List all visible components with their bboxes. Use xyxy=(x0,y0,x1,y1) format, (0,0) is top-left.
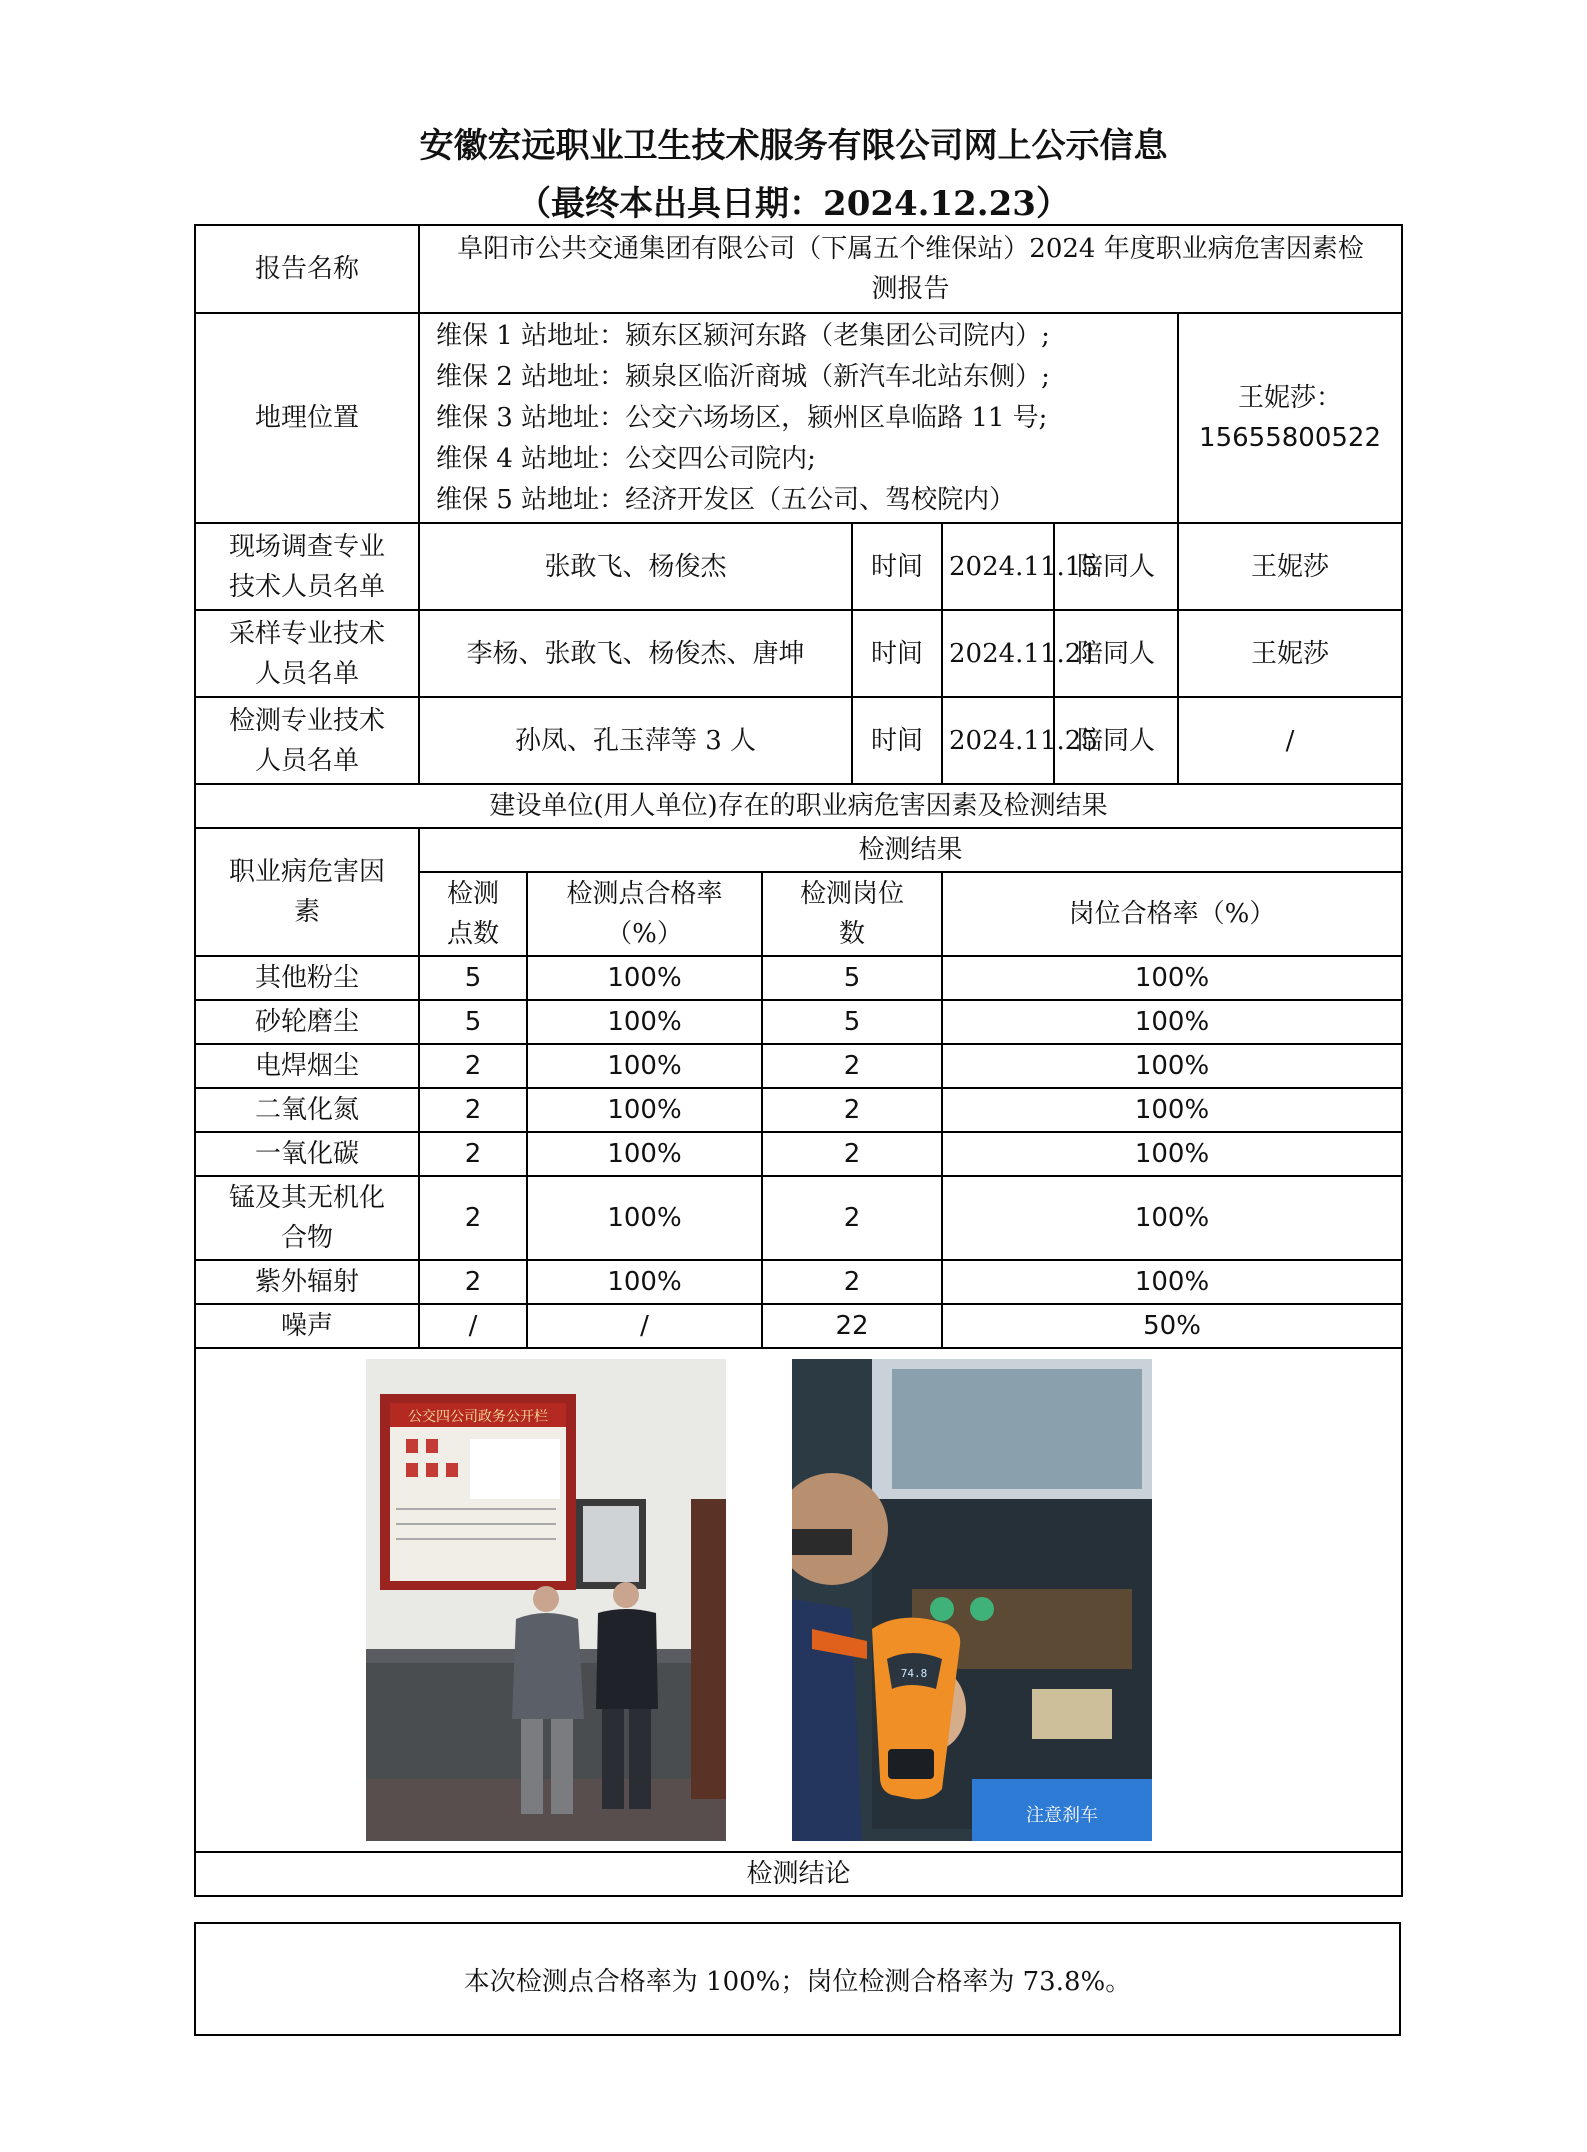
time-label: 时间 xyxy=(852,523,942,610)
col-posts-header: 检测岗位 数 xyxy=(762,872,942,956)
companion-label: 陪同人 xyxy=(1054,697,1178,784)
table-row xyxy=(195,1260,1402,1304)
conclusion-label: 检测结论 xyxy=(195,1852,1402,1896)
address-item: 维保 5 站地址：经济开发区（五公司、驾校院内） xyxy=(436,484,1016,515)
point-rate-cell: 100% xyxy=(527,1044,762,1088)
time-label: 时间 xyxy=(852,697,942,784)
noise-measurement-photo xyxy=(792,1359,1152,1841)
page-title: 安徽宏远职业卫生技术服务有限公司网上公示信息 xyxy=(419,126,1168,166)
points-cell: 2 xyxy=(419,1132,527,1176)
results-section-title: 建设单位(用人单位)存在的职业病危害因素及检测结果 xyxy=(195,784,1402,828)
companion-label: 陪同人 xyxy=(1054,610,1178,697)
site-survey-photo xyxy=(366,1359,726,1841)
factor-name: 其他粉尘 xyxy=(195,956,419,1000)
companion-name: 王妮莎 xyxy=(1178,610,1402,697)
table-row xyxy=(195,1000,1402,1044)
location-contact xyxy=(1178,313,1402,523)
staff-row xyxy=(195,610,1402,697)
result-header: 检测结果 xyxy=(419,828,1402,872)
post-rate-cell: 100% xyxy=(942,956,1402,1000)
points-cell: 2 xyxy=(419,1088,527,1132)
table-row xyxy=(195,1132,1402,1176)
staff-date: 2024.11.21 xyxy=(942,610,1054,697)
posts-cell: 5 xyxy=(762,1000,942,1044)
points-cell: 2 xyxy=(419,1176,527,1260)
table-row xyxy=(195,1044,1402,1088)
companion-name: 王妮莎 xyxy=(1178,523,1402,610)
address-item: 维保 3 站地址：公交六场场区，颍州区阜临路 11 号; xyxy=(436,402,1048,433)
staff-names: 李杨、张敢飞、杨俊杰、唐坤 xyxy=(419,610,852,697)
factor-name: 锰及其无机化 合物 xyxy=(195,1176,419,1260)
points-cell: / xyxy=(419,1304,527,1348)
posts-cell: 2 xyxy=(762,1088,942,1132)
bus-sign-text: 注意刹车 xyxy=(1026,1805,1098,1826)
report-name-line1: 阜阳市公共交通集团有限公司（下属五个维保站）2024 年度职业病危害因素检 xyxy=(457,234,1364,264)
meter-display-readout: 74.8 xyxy=(900,1667,928,1680)
post-rate-cell: 100% xyxy=(942,1000,1402,1044)
posts-cell: 22 xyxy=(762,1304,942,1348)
point-rate-cell: 100% xyxy=(527,1132,762,1176)
contact-phone: 15655800522 xyxy=(1199,423,1381,453)
report-name-row xyxy=(195,225,1402,313)
address-item: 维保 2 站地址：颍泉区临沂商城（新汽车北站东侧）; xyxy=(436,361,1050,392)
conclusion-text: 本次检测点合格率为 100%；岗位检测合格率为 73.8%。 xyxy=(195,1923,1400,2035)
factor-name: 紫外辐射 xyxy=(195,1260,419,1304)
conclusion-label-row xyxy=(195,1852,1402,1896)
address-item: 维保 4 站地址：公交四公司院内; xyxy=(436,443,816,474)
companion-name: / xyxy=(1178,697,1402,784)
report-table xyxy=(194,224,1403,1897)
report-name-value xyxy=(419,225,1402,313)
col-points-header: 检测 点数 xyxy=(419,872,527,956)
table-row xyxy=(195,1304,1402,1348)
table-row xyxy=(195,1176,1402,1260)
staff-date: 2024.11.15 xyxy=(942,523,1054,610)
point-rate-cell: 100% xyxy=(527,1000,762,1044)
time-label: 时间 xyxy=(852,610,942,697)
contact-name: 王妮莎： xyxy=(1238,383,1343,413)
posts-cell: 5 xyxy=(762,956,942,1000)
post-rate-cell: 100% xyxy=(942,1176,1402,1260)
report-name-line2: 测报告 xyxy=(871,274,950,304)
staff-label: 现场调查专业 技术人员名单 xyxy=(195,523,419,610)
staff-date: 2024.11.25 xyxy=(942,697,1054,784)
point-rate-cell: 100% xyxy=(527,1176,762,1260)
factor-name: 一氧化碳 xyxy=(195,1132,419,1176)
col-point-rate-header: 检测点合格率 （%） xyxy=(527,872,762,956)
points-cell: 5 xyxy=(419,956,527,1000)
posts-cell: 2 xyxy=(762,1260,942,1304)
photos-cell xyxy=(195,1348,1402,1852)
photos-row xyxy=(195,1348,1402,1852)
post-rate-cell: 100% xyxy=(942,1132,1402,1176)
post-rate-cell: 100% xyxy=(942,1044,1402,1088)
results-title-row xyxy=(195,784,1402,828)
board-heading: 公交四公司政务公开栏 xyxy=(408,1409,548,1425)
staff-row xyxy=(195,697,1402,784)
staff-row xyxy=(195,523,1402,610)
post-rate-cell: 50% xyxy=(942,1304,1402,1348)
staff-names: 张敢飞、杨俊杰 xyxy=(419,523,852,610)
points-cell: 2 xyxy=(419,1260,527,1304)
page-subtitle: （最终本出具日期：2024.12.23） xyxy=(517,184,1070,224)
post-rate-cell: 100% xyxy=(942,1088,1402,1132)
points-cell: 2 xyxy=(419,1044,527,1088)
conclusion-box xyxy=(194,1922,1401,2036)
posts-cell: 2 xyxy=(762,1132,942,1176)
post-rate-cell: 100% xyxy=(942,1260,1402,1304)
factor-name: 电焊烟尘 xyxy=(195,1044,419,1088)
address-item: 维保 1 站地址：颍东区颍河东路（老集团公司院内）; xyxy=(436,320,1050,351)
factor-name: 噪声 xyxy=(195,1304,419,1348)
point-rate-cell: 100% xyxy=(527,956,762,1000)
factor-name: 二氧化氮 xyxy=(195,1088,419,1132)
table-row xyxy=(195,1088,1402,1132)
companion-label: 陪同人 xyxy=(1054,523,1178,610)
staff-label: 采样专业技术 人员名单 xyxy=(195,610,419,697)
location-label: 地理位置 xyxy=(195,313,419,523)
factor-header: 职业病危害因 素 xyxy=(195,828,419,956)
staff-label: 检测专业技术 人员名单 xyxy=(195,697,419,784)
col-post-rate-header: 岗位合格率（%） xyxy=(942,872,1402,956)
posts-cell: 2 xyxy=(762,1176,942,1260)
location-row xyxy=(195,313,1402,523)
staff-names: 孙凤、孔玉萍等 3 人 xyxy=(419,697,852,784)
results-header-row xyxy=(195,828,1402,872)
table-row xyxy=(195,956,1402,1000)
report-name-label: 报告名称 xyxy=(195,225,419,313)
posts-cell: 2 xyxy=(762,1044,942,1088)
factor-name: 砂轮磨尘 xyxy=(195,1000,419,1044)
points-cell: 5 xyxy=(419,1000,527,1044)
point-rate-cell: / xyxy=(527,1304,762,1348)
point-rate-cell: 100% xyxy=(527,1088,762,1132)
address-list xyxy=(419,313,1178,523)
point-rate-cell: 100% xyxy=(527,1260,762,1304)
